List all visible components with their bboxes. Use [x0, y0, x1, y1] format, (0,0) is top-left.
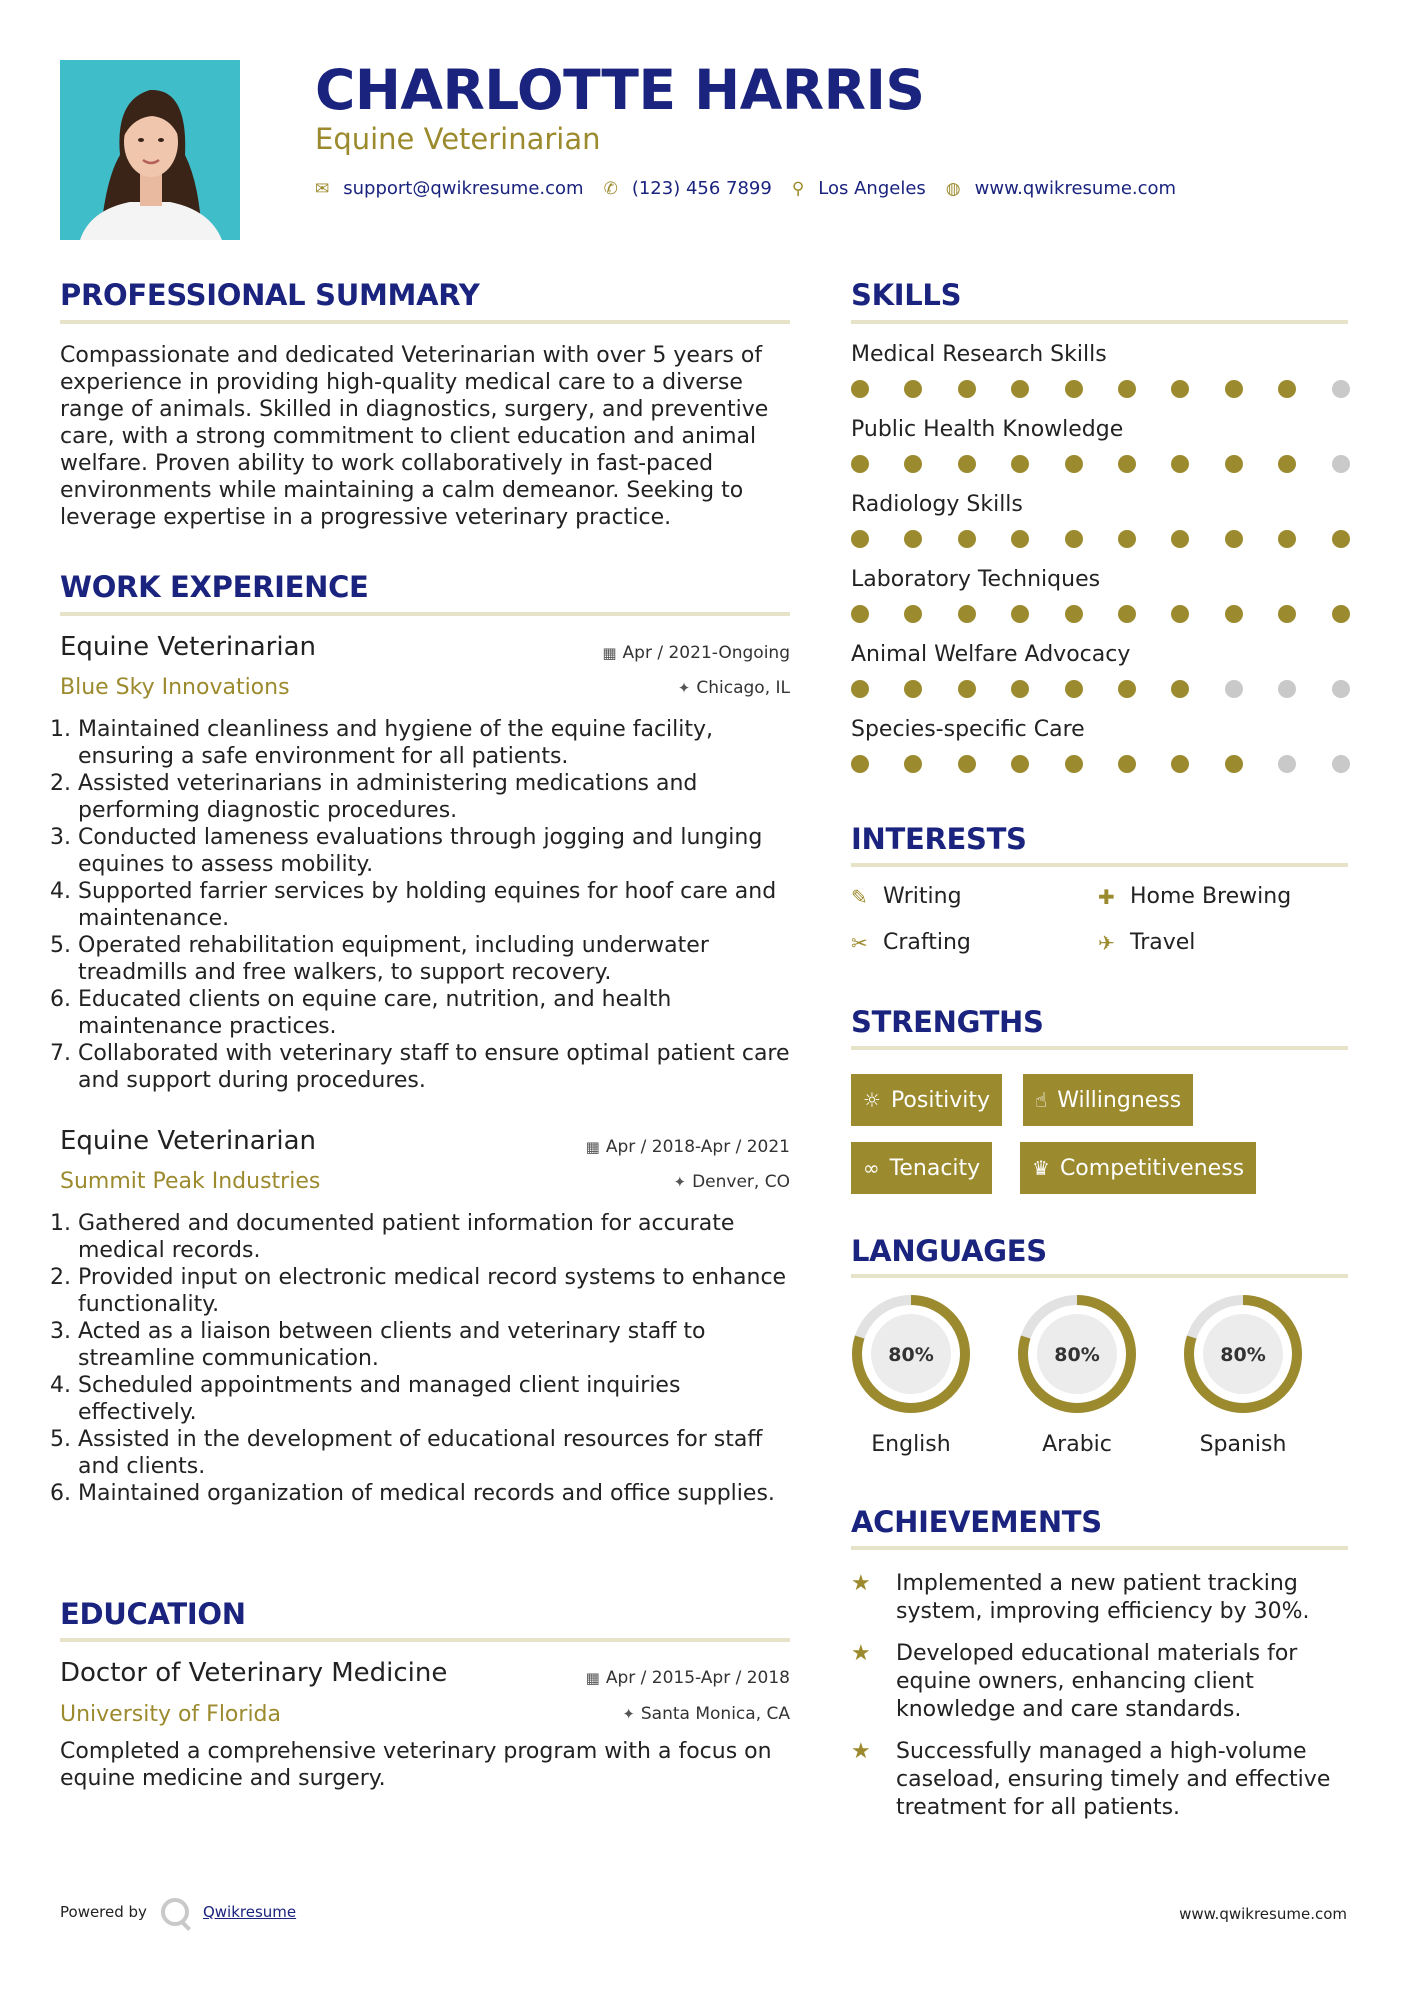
job-duties-list — [60, 716, 800, 1094]
skill-dot-filled — [904, 755, 922, 773]
skill-dot-filled — [1065, 530, 1083, 548]
skill-dot-filled — [1225, 755, 1243, 773]
list-item: 4. Scheduled appointments and managed client inquiries effectively. — [78, 1372, 800, 1426]
language-progress-ring — [849, 1292, 973, 1416]
skill-dot-filled — [1278, 605, 1296, 623]
strength-label: Willingness — [1057, 1087, 1182, 1113]
job-dates-text: Apr / 2018-Apr / 2021 — [605, 1137, 790, 1157]
skill-dot-filled — [1171, 755, 1189, 773]
skill-dot-empty — [1332, 680, 1350, 698]
strengths-heading: STRENGTHS — [851, 1005, 1044, 1039]
education-location-text: Santa Monica, CA — [640, 1704, 790, 1724]
section-divider — [851, 1274, 1348, 1278]
envelope-icon: ✉ — [315, 178, 330, 199]
education-dates — [586, 1668, 790, 1688]
list-item: 3. Conducted lameness evaluations through jogging and lunging equines to assess mobility. — [78, 824, 800, 878]
globe-icon: ◍ — [945, 178, 961, 199]
skill-dot-filled — [1065, 605, 1083, 623]
achievement-item — [851, 1738, 1351, 1822]
sun-icon: ☼ — [863, 1088, 881, 1112]
language-name: Spanish — [1199, 1432, 1287, 1457]
skill-dot-filled — [1171, 680, 1189, 698]
achievement-item — [851, 1640, 1351, 1724]
strength-label: Tenacity — [889, 1155, 981, 1181]
summary-text: Compassionate and dedicated Veterinarian with over 5 years of experience in providing high-quality medical care to a diverse range of animals. Skilled in diagnostics, surgery, and preventive care, with a strong commitment to client education and animal welfare. Proven ability to work collaboratively in fast-paced environments while maintaining a calm demeanor. Seeking to leverage expertise in a progressive veterinary practice. — [60, 343, 769, 530]
thumbs-up-icon: ☝ — [1035, 1088, 1048, 1112]
skill-dot-filled — [1332, 530, 1350, 548]
profile-photo — [60, 60, 240, 240]
languages-heading: LANGUAGES — [851, 1234, 1047, 1268]
candidate-name: CHARLOTTE HARRIS — [315, 58, 925, 122]
list-item: 3. Acted as a liaison between clients and veterinary staff to streamline communication. — [78, 1318, 800, 1372]
star-icon: ★ — [851, 1641, 871, 1666]
strength-chip — [851, 1074, 1002, 1126]
skill-dot-filled — [958, 380, 976, 398]
skill-dot-filled — [1332, 605, 1350, 623]
contact-website[interactable] — [946, 178, 1176, 199]
list-item: 5. Operated rehabilitation equipment, including underwater treadmills and free walkers, to support recovery. — [78, 932, 800, 986]
list-item: 4. Supported farrier services by holding equines for hoof care and maintenance. — [78, 878, 800, 932]
strength-label: Positivity — [890, 1087, 990, 1113]
job-dates — [602, 643, 790, 663]
skill-dot-filled — [1278, 380, 1296, 398]
job-dates — [586, 1137, 790, 1157]
company-name: Summit Peak Industries — [60, 1169, 321, 1194]
degree-title: Doctor of Veterinary Medicine — [60, 1658, 448, 1688]
language-percent: 80% — [1220, 1344, 1266, 1366]
achievement-text: Developed educational materials for equine owners, enhancing client knowledge and care standards. — [896, 1641, 1298, 1722]
interest-label: Crafting — [883, 930, 971, 955]
skill-name: Animal Welfare Advocacy — [851, 642, 1131, 667]
achievement-item — [851, 1570, 1351, 1626]
skill-rating — [851, 755, 1351, 775]
section-divider — [851, 1046, 1348, 1050]
achievement-text: Implemented a new patient tracking system, improving efficiency by 30%. — [896, 1571, 1310, 1624]
strength-label: Competitiveness — [1059, 1155, 1245, 1181]
interest-item — [851, 884, 962, 909]
calendar-icon: ▦ — [585, 1669, 600, 1687]
skill-dot-filled — [1171, 530, 1189, 548]
education-location — [622, 1704, 790, 1724]
section-divider — [851, 1546, 1348, 1550]
phone-text: (123) 456 7899 — [631, 178, 772, 199]
strength-chip — [1023, 1074, 1193, 1126]
skill-rating — [851, 605, 1351, 625]
puzzle-icon: ✚ — [1098, 884, 1115, 909]
language-ring — [1015, 1292, 1139, 1416]
skill-dot-filled — [1011, 605, 1029, 623]
language-ring — [849, 1292, 973, 1416]
skill-dot-filled — [851, 380, 869, 398]
list-item: 6. Maintained organization of medical records and office supplies. — [78, 1480, 800, 1507]
qwikresume-logo-icon — [161, 1898, 189, 1926]
plane-icon: ✈ — [1098, 930, 1115, 955]
contact-phone[interactable] — [604, 178, 772, 199]
list-item: 7. Collaborated with veterinary staff to ensure optimal patient care and support during procedures. — [78, 1040, 800, 1094]
skill-dot-filled — [904, 530, 922, 548]
education-heading: EDUCATION — [60, 1597, 246, 1631]
skill-dot-filled — [851, 755, 869, 773]
skill-dot-filled — [1011, 530, 1029, 548]
skill-name: Laboratory Techniques — [851, 567, 1101, 592]
skill-dot-filled — [958, 680, 976, 698]
job-location — [678, 678, 790, 698]
job-title: Equine Veterinarian — [60, 1126, 316, 1156]
interest-item — [1098, 884, 1291, 909]
contact-bar — [315, 178, 1196, 199]
calendar-icon: ▦ — [585, 1138, 600, 1156]
skill-dot-empty — [1332, 755, 1350, 773]
skills-heading: SKILLS — [851, 278, 962, 312]
skill-dot-empty — [1278, 755, 1296, 773]
skill-dot-filled — [904, 605, 922, 623]
interests-heading: INTERESTS — [851, 822, 1027, 856]
list-item: 1. Maintained cleanliness and hygiene of the equine facility, ensuring a safe environment for all patients. — [78, 716, 800, 770]
skill-rating — [851, 530, 1351, 550]
skill-dot-filled — [958, 455, 976, 473]
job-duties-list — [60, 1210, 800, 1507]
skill-dot-filled — [1278, 455, 1296, 473]
job-title: Equine Veterinarian — [60, 632, 316, 662]
skill-dot-filled — [1065, 680, 1083, 698]
language-name: Arabic — [1042, 1432, 1112, 1457]
language-percent: 80% — [1054, 1344, 1100, 1366]
skill-dot-filled — [1065, 755, 1083, 773]
list-item: 2. Provided input on electronic medical record systems to enhance functionality. — [78, 1264, 800, 1318]
job-location-text: Chicago, IL — [696, 678, 790, 698]
skill-dot-filled — [1225, 530, 1243, 548]
location-text: Los Angeles — [818, 178, 926, 199]
section-divider — [851, 320, 1348, 324]
skill-dot-filled — [851, 605, 869, 623]
email-text: support@qwikresume.com — [343, 178, 584, 199]
star-icon: ★ — [851, 1739, 871, 1764]
interest-label: Home Brewing — [1130, 884, 1292, 909]
interest-item — [1098, 930, 1195, 955]
skill-dot-empty — [1332, 455, 1350, 473]
skill-rating — [851, 455, 1351, 475]
skill-dot-empty — [1225, 680, 1243, 698]
skill-dot-filled — [1225, 380, 1243, 398]
contact-email[interactable] — [315, 178, 584, 199]
education-description: Completed a comprehensive veterinary program with a focus on equine medicine and surgery. — [60, 1739, 772, 1791]
strength-chip — [1020, 1142, 1256, 1194]
skill-dot-empty — [1278, 680, 1296, 698]
skill-dot-filled — [1118, 380, 1136, 398]
skill-dot-empty — [1332, 380, 1350, 398]
pin-icon: ✦ — [677, 679, 691, 697]
skill-dot-filled — [904, 680, 922, 698]
skill-dot-filled — [904, 380, 922, 398]
person-portrait-icon — [60, 60, 240, 240]
language-progress-ring — [1015, 1292, 1139, 1416]
skill-rating — [851, 680, 1351, 700]
list-item: 5. Assisted in the development of educational resources for staff and clients. — [78, 1426, 800, 1480]
website-text: www.qwikresume.com — [974, 178, 1177, 199]
strength-chip — [851, 1142, 992, 1194]
calendar-icon: ▦ — [602, 644, 617, 662]
pencil-icon: ✎ — [851, 884, 868, 909]
language-ring — [1181, 1292, 1305, 1416]
achievement-text: Successfully managed a high-volume caseload, ensuring timely and effective treatment for all patients. — [896, 1739, 1331, 1820]
skill-name: Species-specific Care — [851, 717, 1085, 742]
skill-dot-filled — [1011, 680, 1029, 698]
job-dates-text: Apr / 2021-Ongoing — [622, 643, 790, 663]
skill-dot-filled — [1278, 530, 1296, 548]
pin-icon: ✦ — [673, 1173, 687, 1191]
contact-location — [792, 178, 926, 199]
skill-dot-filled — [1225, 605, 1243, 623]
language-progress-ring — [1181, 1292, 1305, 1416]
section-divider — [60, 320, 790, 324]
skill-rating — [851, 380, 1351, 400]
skill-dot-filled — [958, 605, 976, 623]
skill-dot-filled — [1011, 755, 1029, 773]
company-name: Blue Sky Innovations — [60, 675, 290, 700]
interest-label: Writing — [883, 884, 962, 909]
experience-heading: WORK EXPERIENCE — [60, 570, 369, 604]
skill-dot-filled — [1118, 455, 1136, 473]
interest-item — [851, 930, 971, 955]
skill-dot-filled — [1011, 380, 1029, 398]
skill-dot-filled — [851, 455, 869, 473]
phone-icon: ✆ — [603, 178, 618, 199]
skill-dot-filled — [1118, 605, 1136, 623]
skill-dot-filled — [904, 455, 922, 473]
skill-name: Public Health Knowledge — [851, 417, 1124, 442]
skill-dot-filled — [1171, 380, 1189, 398]
achievements-heading: ACHIEVEMENTS — [851, 1505, 1102, 1539]
skill-name: Radiology Skills — [851, 492, 1023, 517]
brand-link[interactable]: Qwikresume — [202, 1903, 297, 1921]
section-divider — [851, 863, 1348, 867]
link-icon: ∞ — [863, 1156, 880, 1180]
list-item: 1. Gathered and documented patient information for accurate medical records. — [78, 1210, 800, 1264]
skill-dot-filled — [851, 530, 869, 548]
scissors-icon: ✂ — [851, 930, 868, 955]
star-icon: ★ — [851, 1571, 871, 1596]
list-item: 6. Educated clients on equine care, nutrition, and health maintenance practices. — [78, 986, 800, 1040]
school-name: University of Florida — [60, 1702, 281, 1727]
interest-label: Travel — [1130, 930, 1196, 955]
skill-dot-filled — [1171, 455, 1189, 473]
job-location-text: Denver, CO — [692, 1172, 790, 1192]
map-pin-icon: ⚲ — [791, 178, 805, 199]
skill-dot-filled — [1225, 455, 1243, 473]
skill-dot-filled — [1118, 755, 1136, 773]
skill-dot-filled — [1118, 530, 1136, 548]
skill-dot-filled — [1171, 605, 1189, 623]
skill-dot-filled — [958, 755, 976, 773]
skill-dot-filled — [1065, 455, 1083, 473]
job-location — [674, 1172, 790, 1192]
powered-by-label: Powered by — [60, 1903, 147, 1921]
list-item: 2. Assisted veterinarians in administering medications and performing diagnostic procedures. — [78, 770, 800, 824]
language-name: English — [871, 1432, 951, 1457]
skill-name: Medical Research Skills — [851, 342, 1107, 367]
skill-dot-filled — [1118, 680, 1136, 698]
section-divider — [60, 612, 790, 616]
footer-branding — [60, 1898, 296, 1926]
skill-dot-filled — [851, 680, 869, 698]
pin-icon: ✦ — [622, 1705, 635, 1723]
language-percent: 80% — [888, 1344, 934, 1366]
skill-dot-filled — [958, 530, 976, 548]
skill-dot-filled — [1011, 455, 1029, 473]
summary-heading: PROFESSIONAL SUMMARY — [60, 278, 480, 312]
footer-website[interactable]: www.qwikresume.com — [1179, 1905, 1347, 1923]
candidate-title: Equine Veterinarian — [315, 122, 601, 156]
trophy-icon: ♛ — [1032, 1156, 1050, 1180]
section-divider — [60, 1638, 790, 1642]
skill-dot-filled — [1065, 380, 1083, 398]
education-dates-text: Apr / 2015-Apr / 2018 — [605, 1668, 790, 1688]
